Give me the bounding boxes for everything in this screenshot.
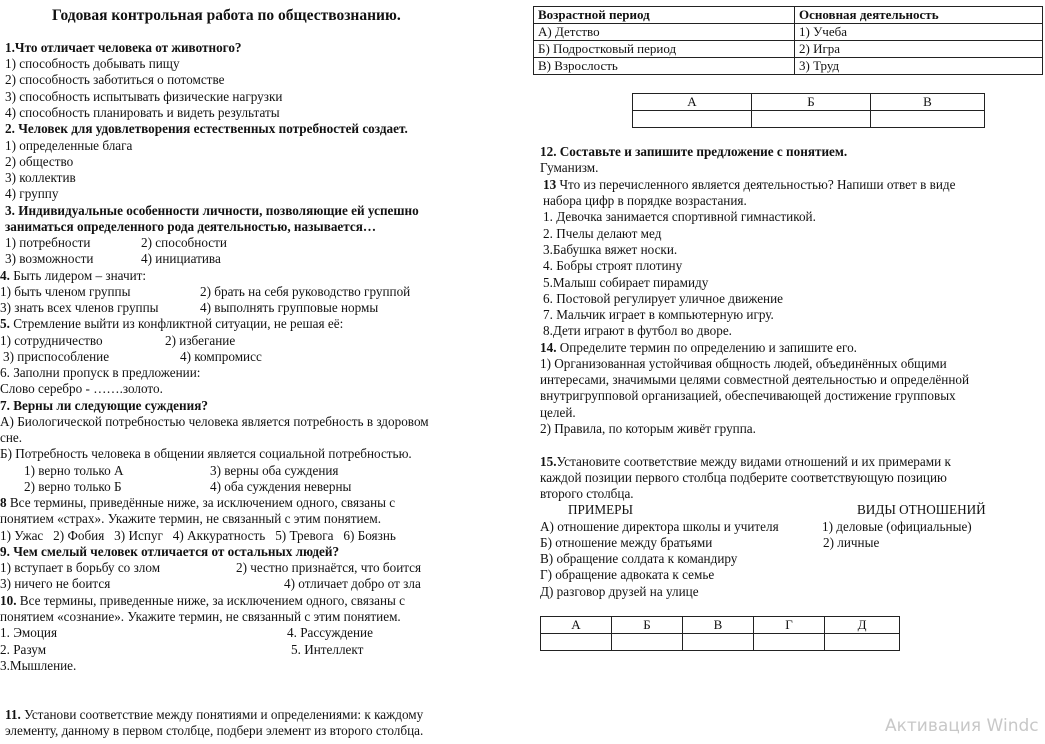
question-11-cont: элементу, данному в первом столбце, подбери элемент из второго столбца.	[5, 723, 424, 738]
option: 1) потребности	[5, 235, 91, 250]
list-item: 8.Дети играют в футбол во дворе.	[543, 323, 732, 338]
definition-2: 2) Правила, по которым живёт группа.	[540, 421, 756, 436]
table-row	[534, 41, 1043, 58]
answer-header: В	[683, 617, 754, 634]
example-item: А) отношение директора школы и учителя	[540, 519, 779, 534]
question-8-cont: понятием «страх». Укажите термин, не связанный с этим понятием.	[0, 511, 382, 526]
option: 3) верны оба суждения	[210, 463, 339, 478]
answer-cell[interactable]	[541, 634, 612, 651]
option: 1) сотрудничество	[0, 333, 103, 348]
statement-a-cont: сне.	[0, 430, 23, 445]
table-cell: 1) Учеба	[795, 24, 1043, 41]
option: 1) быть членом группы	[0, 284, 131, 299]
question-12-concept: Гуманизм.	[540, 160, 599, 175]
question-13-number: 13	[543, 177, 557, 192]
question-15-cont: второго столбца.	[540, 486, 634, 501]
option: 2) способности	[141, 235, 227, 250]
question-15-text: Установите соответствие между видами отношений и их примерами к	[556, 454, 951, 469]
option: 4) группу	[5, 186, 59, 201]
question-11-text: Установи соответствие между понятиями и определениями: к каждому	[24, 707, 424, 722]
matching-table-q11	[533, 6, 1043, 75]
table-cell: В) Взрослость	[534, 58, 795, 75]
example-item: Б) отношение между братьями	[540, 535, 713, 550]
question-13-cont: набора цифр в порядке возрастания.	[543, 193, 747, 208]
answer-header: В	[871, 94, 985, 111]
relation-type: 2) личные	[823, 535, 880, 550]
option: 4) отличает добро от зла	[284, 576, 421, 591]
option: 3) знать всех членов группы	[0, 300, 159, 315]
question-8-number: 8	[0, 495, 7, 510]
question-2: 2. Человек для удовлетворения естественных потребностей создает.	[5, 121, 408, 136]
column-header-relations: ВИДЫ ОТНОШЕНИЙ	[857, 502, 986, 517]
list-item: 1. Девочка занимается спортивной гимнастикой.	[543, 209, 816, 224]
answer-table-q11	[632, 93, 985, 128]
option: 1) определенные блага	[5, 138, 133, 153]
statement-b: Б) Потребность человека в общении является социальной потребностью.	[0, 446, 412, 461]
question-14	[540, 340, 857, 356]
question-15	[540, 454, 951, 470]
option: 1) верно только А	[24, 463, 124, 478]
answer-header: Б	[612, 617, 683, 634]
question-12: 12. Составьте и запишите предложение с понятием.	[540, 144, 848, 159]
answer-cell[interactable]	[825, 634, 900, 651]
list-item: 4. Бобры строят плотину	[543, 258, 683, 273]
list-item: 7. Мальчик играет в компьютерную игру.	[543, 307, 774, 322]
column-header-examples: ПРИМЕРЫ	[568, 502, 633, 517]
question-11-number: 11.	[5, 707, 21, 722]
answer-cell[interactable]	[633, 111, 752, 128]
answer-cell[interactable]	[683, 634, 754, 651]
answer-header: Б	[752, 94, 871, 111]
question-3-cont: заниматься определенного рода деятельностью, называется…	[5, 219, 377, 234]
question-15-cont: каждой позиции первого столбца подберите соответствующую позицию	[540, 470, 947, 485]
question-9: 9. Чем смелый человек отличается от остальных людей?	[0, 544, 340, 559]
option: 3) способность испытывать физические нагрузки	[5, 89, 283, 104]
option: 3) возможности	[5, 251, 94, 266]
question-10-text: Все термины, приведенные ниже, за исключением одного, связаны с	[19, 593, 406, 608]
question-5-number: 5.	[0, 316, 10, 331]
question-8	[0, 495, 395, 511]
option: 4. Рассуждение	[287, 625, 373, 640]
question-8-text: Все термины, приведённые ниже, за исключением одного, связаны с	[9, 495, 396, 510]
option: 5. Интеллект	[291, 642, 364, 657]
table-cell: Б) Подростковый период	[534, 41, 795, 58]
option: 2. Разум	[0, 642, 47, 657]
answer-header: А	[541, 617, 612, 634]
question-4-number: 4.	[0, 268, 10, 283]
option: 3) коллектив	[5, 170, 76, 185]
option: 1) способность добывать пищу	[5, 56, 180, 71]
example-item: Г) обращение адвоката к семье	[540, 567, 715, 582]
answer-table-q15	[540, 616, 900, 651]
question-8-terms: 1) Ужас 2) Фобия 3) Испуг 4) Аккуратность 5) Тревога 6) Боязнь	[0, 528, 396, 543]
question-10-number: 10.	[0, 593, 17, 608]
answer-header: Д	[825, 617, 900, 634]
statement-a: А) Биологической потребностью человека является потребность в здоровом	[0, 414, 429, 429]
table-cell: 3) Труд	[795, 58, 1043, 75]
list-item: 6. Постовой регулирует уличное движение	[543, 291, 784, 306]
option: 2) общество	[5, 154, 74, 169]
list-item: 2. Пчелы делают мед	[543, 226, 662, 241]
question-11	[5, 707, 423, 723]
table-header: Возрастной период	[534, 7, 795, 24]
fill-in-line: Слово серебро - …….золото.	[0, 381, 163, 396]
table-row	[534, 58, 1043, 75]
relation-type: 1) деловые (официальные)	[822, 519, 972, 534]
definition-1-cont: интересами, значимыми целями совместной деятельностью и определённой	[540, 372, 970, 387]
question-4-text: Быть лидером – значит:	[13, 268, 147, 283]
option: 2) брать на себя руководство группой	[200, 284, 411, 299]
option: 2) избегание	[165, 333, 236, 348]
table-cell: 2) Игра	[795, 41, 1043, 58]
table-cell: А) Детство	[534, 24, 795, 41]
question-14-text: Определите термин по определению и запишите его.	[559, 340, 857, 355]
question-10-cont: понятием «сознание». Укажите термин, не связанный с этим понятием.	[0, 609, 401, 624]
option: 4) инициатива	[141, 251, 221, 266]
option: 2) верно только Б	[24, 479, 122, 494]
list-item: 5.Малыш собирает пирамиду	[543, 275, 709, 290]
answer-cell[interactable]	[612, 634, 683, 651]
option: 2) способность заботиться о потомстве	[5, 72, 225, 87]
question-4	[0, 268, 146, 284]
option: 3) ничего не боится	[0, 576, 111, 591]
page-title: Годовая контрольная работа по обществознанию.	[52, 7, 401, 24]
answer-header: А	[633, 94, 752, 111]
option: 4) выполнять групповые нормы	[200, 300, 379, 315]
question-5-text: Стремление выйти из конфликтной ситуации, не решая её:	[13, 316, 344, 331]
list-item: 3.Бабушка вяжет носки.	[543, 242, 678, 257]
question-15-number: 15.	[540, 454, 557, 469]
question-5	[0, 316, 343, 332]
question-13-text: Что из перечисленного является деятельностью? Напиши ответ в виде	[559, 177, 956, 192]
option: 4) компромисс	[180, 349, 262, 364]
question-10	[0, 593, 405, 609]
question-3: 3. Индивидуальные особенности личности, позволяющие ей успешно	[5, 203, 419, 218]
example-item: В) обращение солдата к командиру	[540, 551, 738, 566]
question-1: 1.Что отличает человека от животного?	[5, 40, 242, 55]
definition-1-cont: целей.	[540, 405, 576, 420]
answer-cell[interactable]	[752, 111, 871, 128]
question-13	[543, 177, 955, 193]
question-14-number: 14.	[540, 340, 557, 355]
table-row	[534, 24, 1043, 41]
definition-1: 1) Организованная устойчивая общность людей, объединённых общими	[540, 356, 947, 371]
option: 3) приспособление	[3, 349, 110, 364]
option: 2) честно признаётся, что боится	[236, 560, 422, 575]
table-header: Основная деятельность	[795, 7, 1043, 24]
definition-1-cont: внутригрупповой организацией, обеспечивающей достижение групповых	[540, 388, 956, 403]
windows-activation-watermark: Активация Windc	[885, 716, 1039, 736]
option: 4) способность планировать и видеть результаты	[5, 105, 280, 120]
option: 1. Эмоция	[0, 625, 58, 640]
option: 1) вступает в борьбу со злом	[0, 560, 161, 575]
question-7: 7. Верны ли следующие суждения?	[0, 398, 208, 413]
answer-cell[interactable]	[871, 111, 985, 128]
answer-header: Г	[754, 617, 825, 634]
option: 4) оба суждения неверны	[210, 479, 352, 494]
option: 3.Мышление.	[0, 658, 77, 673]
example-item: Д) разговор друзей на улице	[540, 584, 699, 599]
question-6: 6. Заполни пропуск в предложении:	[0, 365, 201, 380]
answer-cell[interactable]	[754, 634, 825, 651]
